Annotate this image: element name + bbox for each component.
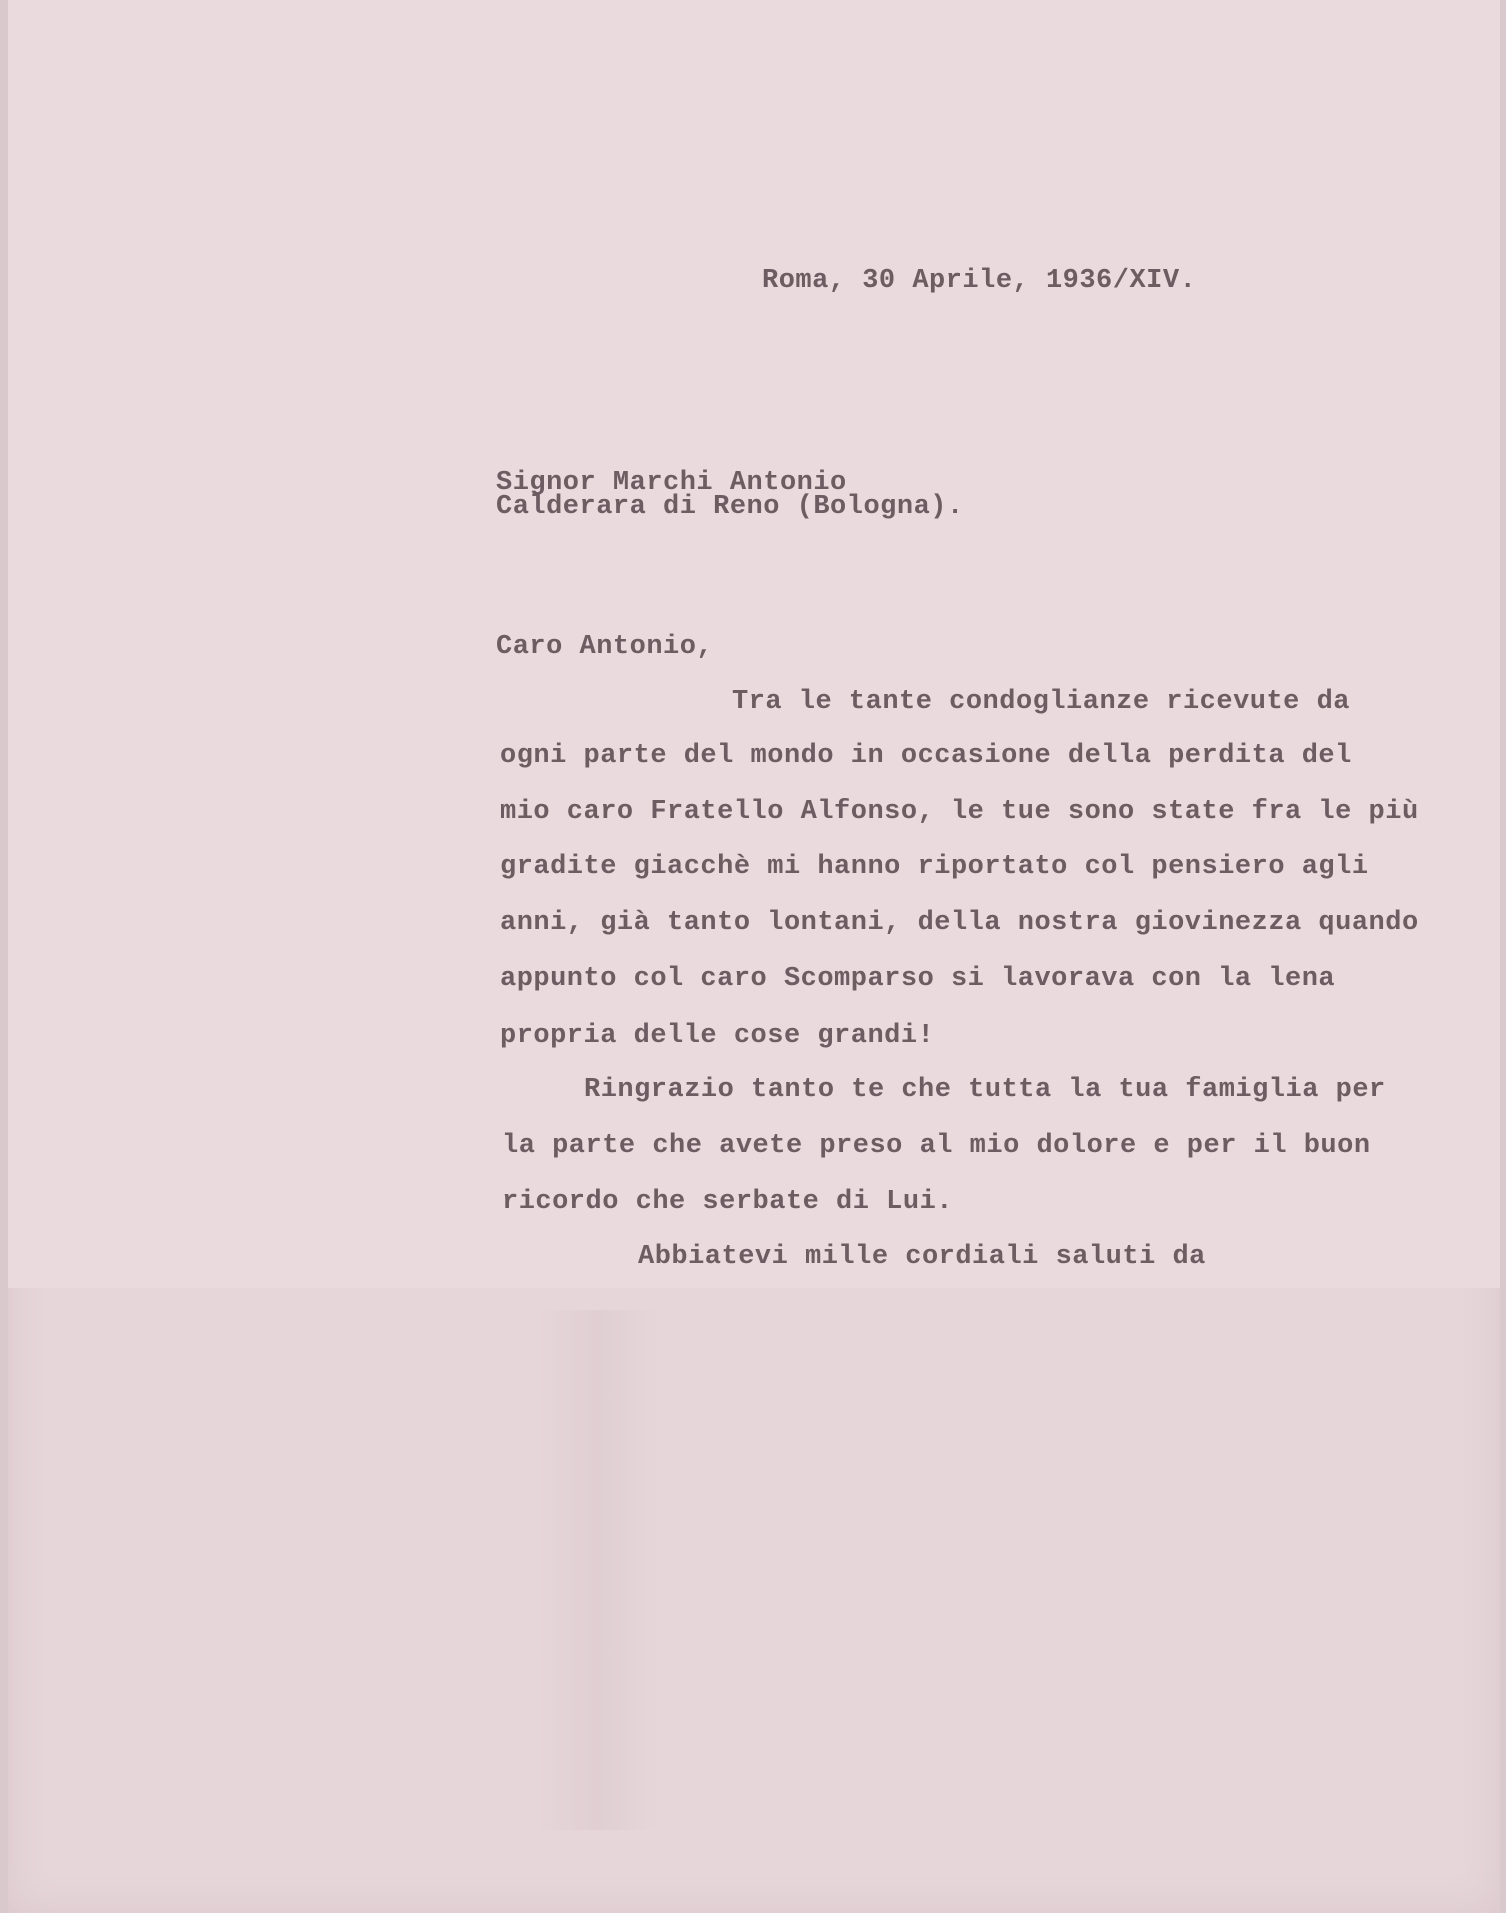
closing-line: Abbiatevi mille cordiali saluti da (638, 1242, 1206, 1272)
body-line-5: anni, già tanto lontani, della nostra giovinezza quando (500, 908, 1419, 938)
salutation: Caro Antonio, (496, 632, 714, 662)
body-line-3: mio caro Fratello Alfonso, le tue sono state fra le più (500, 797, 1419, 827)
recipient-location: Calderara di Reno (Bologna). (496, 492, 964, 522)
body-line-9: la parte che avete preso al mio dolore e per il buon (502, 1131, 1371, 1161)
body-line-7: propria delle cose grandi! (500, 1021, 935, 1051)
recipient-name: Signor Marchi Antonio (496, 468, 847, 498)
body-line-4: gradite giacchè mi hanno riportato col pensiero agli (500, 852, 1369, 882)
paper-watermark (538, 1310, 658, 1830)
body-line-8: Ringrazio tanto te che tutta la tua famiglia per (584, 1075, 1386, 1105)
body-line-2: ogni parte del mondo in occasione della perdita del (500, 741, 1352, 771)
date-line: Roma, 30 Aprile, 1936/XIV. (762, 266, 1197, 296)
letter-sheet (8, 0, 1500, 1913)
body-line-1: Tra le tante condoglianze ricevute da (732, 687, 1350, 717)
body-line-10: ricordo che serbate di Lui. (502, 1187, 953, 1217)
body-line-6: appunto col caro Scomparso si lavorava con la lena (500, 964, 1336, 994)
